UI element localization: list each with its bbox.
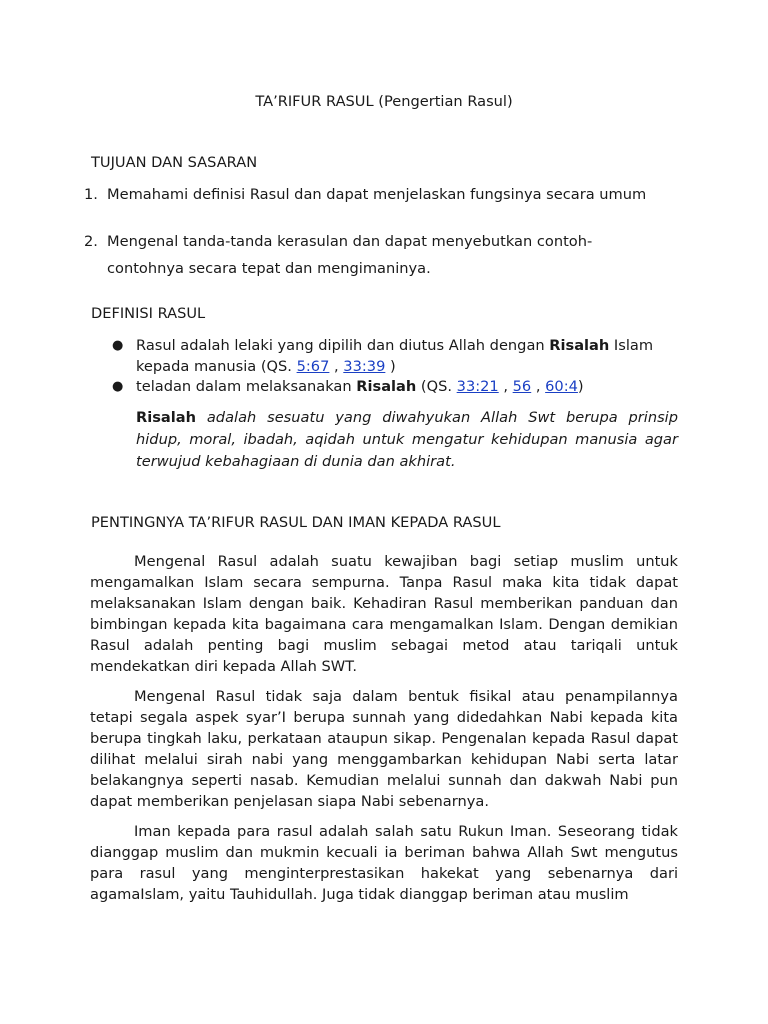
definisi-bullet-1	[112, 335, 678, 377]
qs-link-33-21[interactable]: 33:21	[456, 378, 499, 395]
paragraph-1: Mengenal Rasul adalah suatu kewajiban bagi setiap muslim untuk mengamalkan Islam secara sempurna. Tanpa Rasul maka kita tidak dapat melaksanakan Islam dengan baik. Kehadiran Rasul memberikan panduan dan bimbingan kepada kita bagaimana cara mengamalkan Islam. Dengan demikian Rasul adalah penting bagi muslim sebagai metod atau tariqali untuk mendekatkan diri kepada Allah SWT.	[90, 553, 678, 675]
bullet-text-part: ,	[329, 358, 344, 375]
list-number: 1.	[84, 186, 98, 203]
document-title: TA’RIFUR RASUL (Pengertian Rasul)	[255, 93, 513, 110]
bullet-text	[136, 376, 678, 397]
penting-heading: PENTINGNYA TA’RIFUR RASUL DAN IMAN KEPADA RASUL	[91, 514, 501, 531]
definisi-heading: DEFINISI RASUL	[91, 305, 206, 322]
bullet-text-part: Rasul adalah lelaki yang dipilih dan diutus Allah dengan	[136, 337, 550, 354]
list-text: Mengenal tanda-tanda kerasulan dan dapat menyebutkan contoh-contohnya secara tepat dan mengimaninya.	[107, 233, 593, 277]
bullet-bold-term: Risalah	[549, 337, 610, 354]
risalah-term: Risalah	[136, 409, 197, 426]
paragraph-2: Mengenal Rasul tidak saja dalam bentuk fisikal atau penampilannya tetapi segala aspek syar’I berupa sunnah yang didedahkan Nabi kepada kita berupa tingkah laku, perkataan ataupun sikap. Pengenalan kepada Rasul dapat dilihat melalui sirah nabi yang menggambarkan kehidupan Nabi serta latar belakangnya seperti nasab. Kemudian melalui sunnah dan dakwah Nabi pun dapat memberikan penjelasan siapa Nabi sebenarnya.	[90, 688, 678, 810]
list-number: 2.	[84, 233, 98, 250]
bullet-bold-term: Risalah	[356, 378, 417, 395]
tujuan-item-2	[84, 228, 618, 282]
bullet-icon: ●	[112, 338, 124, 353]
bullet-text-part: )	[577, 378, 584, 395]
bullet-text-part: ,	[531, 378, 546, 395]
qs-link-60-4[interactable]: 60:4	[545, 378, 578, 395]
qs-link-5-67[interactable]: 5:67	[296, 358, 330, 375]
qs-link-33-39[interactable]: 33:39	[343, 358, 386, 375]
qs-link-56[interactable]: 56	[512, 378, 532, 395]
tujuan-item-1	[84, 181, 672, 208]
bullet-text-part: Islam kepada manusia (QS.	[136, 337, 654, 375]
bullet-text-part: ,	[498, 378, 513, 395]
bullet-icon: ●	[112, 379, 124, 394]
bullet-text	[136, 335, 678, 377]
risalah-definition-text: adalah sesuatu yang diwahyukan Allah Swt berupa prinsip hidup, moral, ibadah, aqidah untuk mengatur kehidupan manusia agar terwujud kebahagiaan di dunia dan akhirat.	[136, 409, 678, 470]
definisi-bullet-2	[112, 376, 678, 397]
tujuan-heading: TUJUAN DAN SASARAN	[91, 154, 258, 171]
risalah-definition	[136, 407, 678, 473]
bullet-text-part: (QS.	[416, 378, 457, 395]
list-text: Memahami definisi Rasul dan dapat menjelaskan fungsinya secara umum	[107, 186, 647, 203]
bullet-text-part: )	[385, 358, 396, 375]
paragraph-3: Iman kepada para rasul adalah salah satu Rukun Iman. Seseorang tidak dianggap muslim dan mukmin kecuali ia beriman bahwa Allah Swt mengutus para rasul yang menginterprestasikan hakekat yang sebenarnya dari agamaIslam, yaitu Tauhidullah. Juga tidak dianggap beriman atau muslim	[90, 823, 678, 903]
bullet-text-part: teladan dalam melaksanakan	[136, 378, 357, 395]
